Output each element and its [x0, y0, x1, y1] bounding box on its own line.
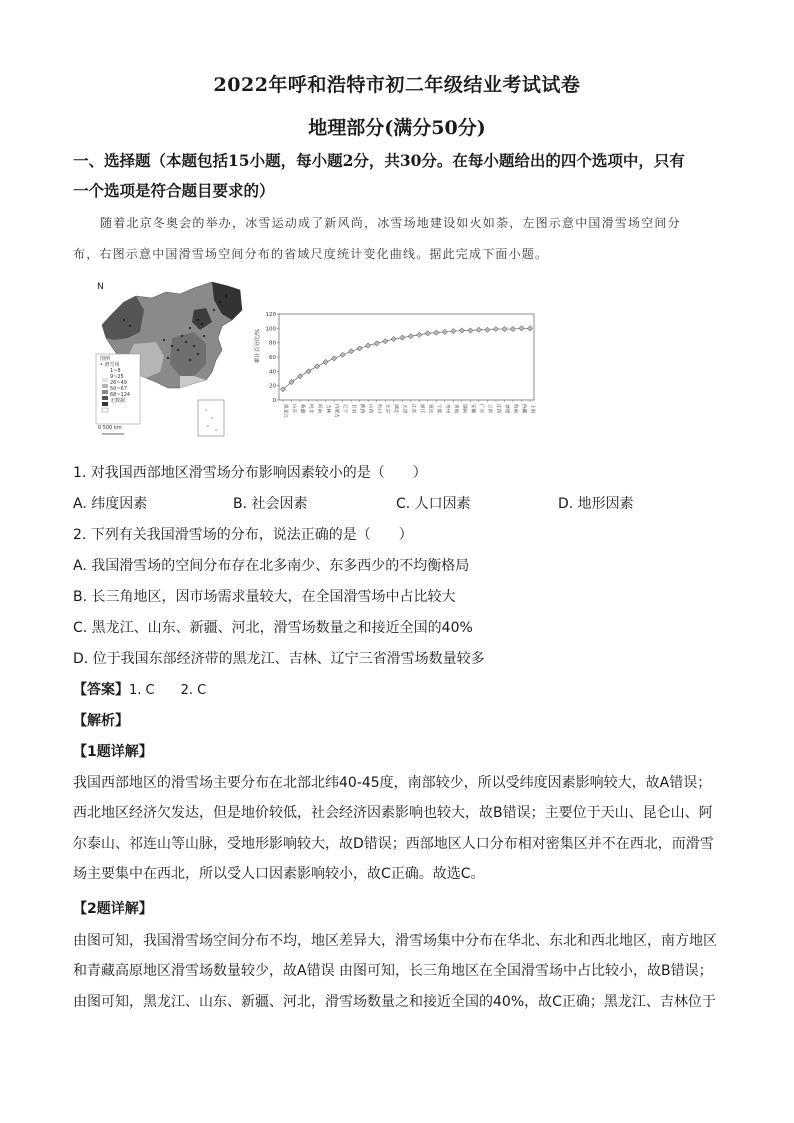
x-tick-label: 贵州 [444, 404, 450, 414]
data-point [374, 341, 379, 346]
map-legend-item: 1~8 [110, 368, 121, 374]
question-1-stem: 1. 对我国西部地区滑雪场分布影响因素较小的是（ ） [73, 465, 427, 481]
y-tick-label: 20 [269, 383, 276, 390]
data-point [408, 334, 413, 339]
cumulative-percentage-chart [252, 302, 542, 442]
data-point [417, 332, 422, 337]
north-arrow-icon: N [97, 282, 104, 292]
data-point [510, 326, 515, 331]
x-tick-label: 青海 [452, 404, 458, 414]
detail-2-line: 由图可知，我国滑雪场空间分布不均，地区差异大，滑雪场集中分布在华北、东北和西北地区，南方地区 [73, 933, 717, 949]
map-legend-item: • 滑雪场 [100, 362, 120, 368]
data-point [349, 349, 354, 354]
data-point [459, 328, 464, 333]
data-point [519, 326, 524, 331]
y-tick-label: 40 [269, 369, 276, 376]
exam-subtitle: 地理部分(满分50分) [308, 117, 486, 139]
map-legend-item: 9~25 [110, 374, 124, 380]
data-point [297, 374, 302, 379]
x-tick-label: 陕西 [359, 404, 365, 414]
section-heading-line1: 一、选择题（本题包括15小题，每小题2分，共30分。在每小题给出的四个选项中，只有 [73, 151, 685, 170]
question-2-option-c: C. 黑龙江、山东、新疆、河北，滑雪场数量之和接近全国的40% [73, 620, 473, 636]
question-1-option-c: C. 人口因素 [396, 496, 471, 512]
x-tick-label: 山东 [291, 404, 297, 414]
data-point [527, 326, 532, 331]
x-tick-label: 湖北 [393, 404, 399, 414]
exam-title: 2022年呼和浩特市初二年级结业考试试卷 [213, 74, 581, 96]
answer-text: 1. C 2. C [129, 683, 207, 698]
x-tick-label: 广东 [478, 404, 484, 414]
data-point [400, 335, 405, 340]
x-tick-label: 江苏 [410, 404, 416, 414]
x-tick-label: 河南 [316, 404, 322, 414]
question-2-option-b: B. 长三角地区，因市场需求量较大，在全国滑雪场中占比较大 [73, 589, 456, 605]
data-point [434, 330, 439, 335]
detail-1-line: 我国西部地区的滑雪场主要分布在北部北纬40-45度，南部较少，所以受纬度因素影响较大，故A错误； [73, 775, 712, 791]
data-point [476, 327, 481, 332]
x-tick-label: 重庆 [427, 404, 433, 414]
map-legend-item: 26~49 [110, 380, 127, 386]
detail-1-text [73, 768, 723, 889]
data-point [306, 369, 311, 374]
x-tick-label: 西藏 [520, 404, 526, 414]
question-2-stem: 2. 下列有关我国滑雪场的分布，说法正确的是（ ） [73, 527, 413, 543]
map-legend-item: 50~67 [110, 386, 127, 392]
series-line [283, 328, 530, 389]
intro-line2: 布，右图示意中国滑雪场空间分布的省域尺度统计变化曲线。据此完成下面小题。 [73, 247, 549, 261]
data-point [493, 326, 498, 331]
map-scale: 0 500 km [98, 425, 122, 431]
x-tick-label: 吉林 [325, 404, 331, 414]
data-point [468, 328, 473, 333]
intro-line1: 随着北京冬奥会的举办，冰雪运动成了新风尚，冰雪场地建设如火如荼，左图示意中国滑雪场空间分 [100, 216, 681, 230]
map-legend-item: 68~124 [110, 392, 131, 398]
x-tick-label: 天津 [401, 404, 407, 414]
x-tick-label: 云南 [486, 404, 492, 414]
analysis-label: 【解析】 [73, 713, 129, 729]
x-tick-label: 河北 [308, 404, 314, 414]
data-point [383, 339, 388, 344]
x-tick-label: 甘肃 [350, 404, 356, 414]
detail-2-line: 由图可知，黑龙江、山东、新疆、河北，滑雪场数量之和接近全国的40%，故C正确；黑龙江、吉林位于 [73, 993, 716, 1010]
data-point [391, 336, 396, 341]
x-tick-label: 江西 [495, 404, 501, 414]
x-tick-label: 北京 [384, 404, 390, 414]
detail-1-label: 【1题详解】 [73, 744, 153, 760]
question-1-option-a: A. 纬度因素 [73, 496, 148, 512]
data-point [442, 329, 447, 334]
data-point [332, 356, 337, 361]
x-tick-label: 海南 [512, 404, 518, 414]
x-tick-label: 四川 [376, 404, 382, 414]
question-1-option-d: D. 地形因素 [558, 496, 634, 512]
china-ski-resort-map [94, 280, 244, 440]
x-tick-label: 安徽 [469, 404, 475, 414]
y-tick-label: 100 [265, 326, 276, 333]
chart-svg [252, 302, 542, 442]
x-tick-label: 辽宁 [342, 404, 348, 414]
answer-row [73, 680, 206, 701]
data-point [323, 359, 328, 364]
y-tick-label: 120 [265, 312, 276, 318]
detail-1-line: 场主要集中在西北，所以受人口因素影响较小，故C正确。故选C。 [73, 865, 485, 882]
south-sea-islands [198, 400, 224, 436]
detail-1-line: 西北地区经济欠发达，但是地价较低，社会经济因素影响也较大，故B错误；主要位于天山、昆仑山、阿 [73, 805, 713, 822]
answer-label: 【答案】 [73, 682, 129, 698]
y-tick-label: 80 [269, 340, 276, 347]
x-tick-label: 宁夏 [435, 404, 441, 414]
data-point [366, 343, 371, 348]
detail-2-text [73, 926, 723, 1017]
data-point [340, 352, 345, 357]
x-tick-label: 福建 [503, 404, 509, 414]
y-tick-label: 60 [269, 355, 276, 361]
x-tick-label: 新疆 [299, 404, 305, 414]
map-legend [100, 356, 130, 404]
x-tick-label: 湖南 [461, 404, 467, 414]
data-point [502, 326, 507, 331]
data-point [314, 364, 319, 369]
data-point [425, 331, 430, 336]
x-tick-label: 山西 [367, 404, 373, 414]
chart-ylabel: 累计百分比/% [255, 328, 261, 364]
question-1-option-b: B. 社会因素 [233, 496, 308, 512]
detail-2-label: 【2题详解】 [73, 901, 153, 917]
x-tick-label: 上海 [529, 404, 535, 414]
map-legend-title: 图例 [100, 356, 111, 362]
data-point [485, 327, 490, 332]
detail-2-line: 和青藏高原地区滑雪场数量较少，故A错误 由图可知，长三角地区在全国滑雪场中占比较小，故B错误； [73, 963, 713, 980]
data-point [451, 329, 456, 334]
x-tick-label: 黑龙江 [282, 404, 288, 418]
y-tick-label: 0 [272, 398, 276, 404]
detail-1-line: 尔泰山、祁连山等山脉，受地形影响较大，故D错误；西部地区人口分布相对密集区并不在西北，而滑雪 [73, 835, 714, 852]
data-point [357, 346, 362, 351]
question-2-option-a: A. 我国滑雪场的空间分布存在北多南少、东多西少的不均衡格局 [73, 558, 470, 574]
section-heading-line2: 一个选项是符合题目要求的） [73, 181, 275, 200]
map-legend-item: 无数据 [110, 398, 126, 404]
question-2-option-d: D. 位于我国东部经济带的黑龙江、吉林、辽宁三省滑雪场数量较多 [73, 651, 485, 667]
x-tick-label: 浙江 [418, 404, 424, 414]
x-tick-label: 内蒙古 [333, 404, 339, 418]
